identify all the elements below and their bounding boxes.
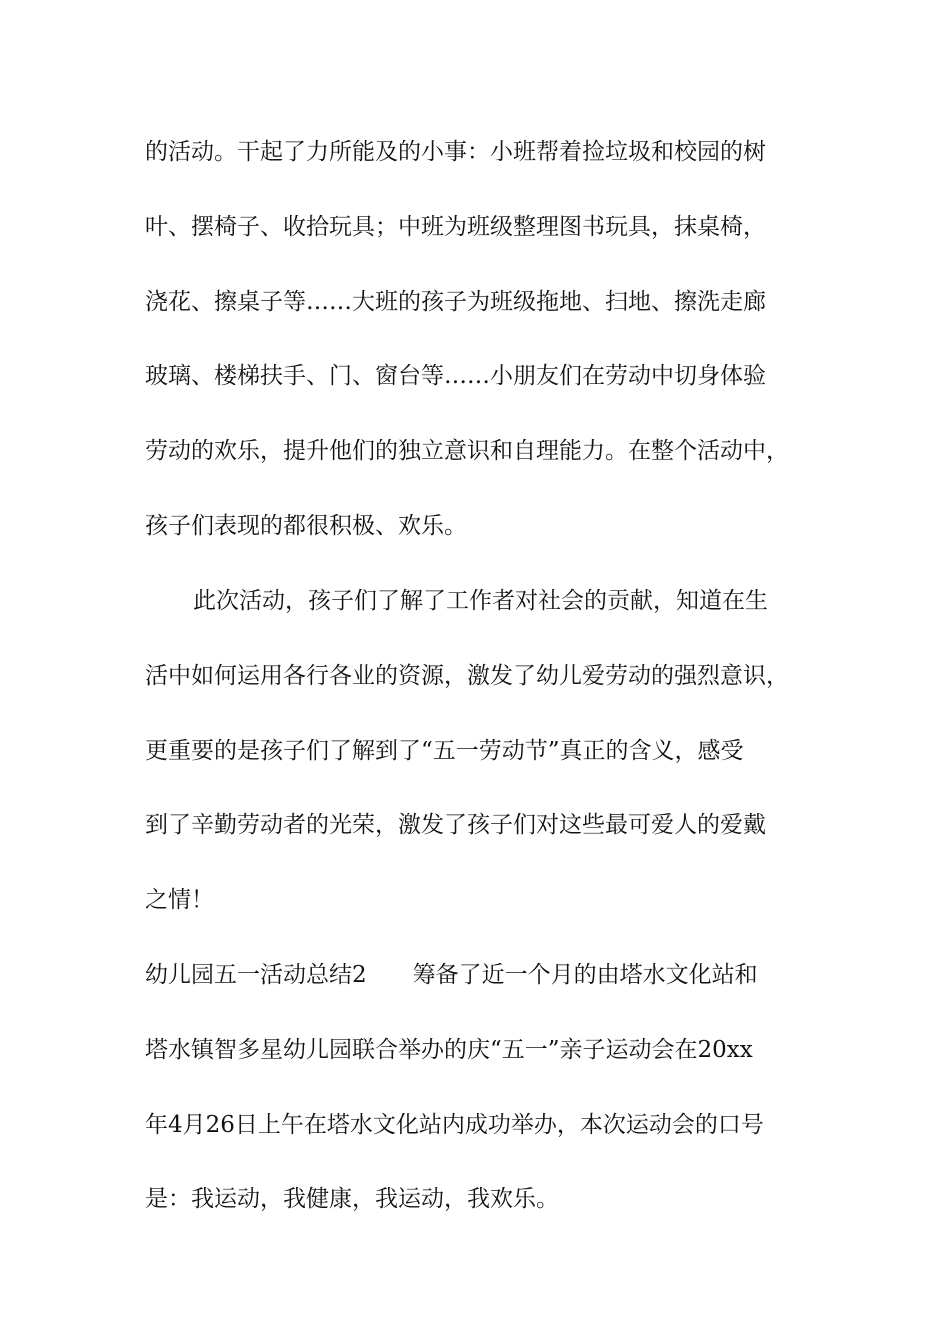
paragraph-first-line: 此次活动，孩子们了解了工作者对社会的贡献，知道在生 [193,588,768,614]
text-line: 活中如何运用各行各业的资源，激发了幼儿爱劳动的强烈意识， [145,663,789,689]
text-line: 叶、摆椅子、收拾玩具；中班为班级整理图书玩具，抹桌椅， [145,214,766,240]
text-line: 更重要的是孩子们了解到了“五一劳动节”真正的含义，感受 [145,738,744,764]
text-line: 孩子们表现的都很积极、欢乐。 [145,513,467,539]
text-line: 的活动。干起了力所能及的小事：小班帮着捡垃圾和校园的树 [145,139,766,165]
section-heading-line: 幼儿园五一活动总结2 筹备了近一个月的由塔水文化站和 [145,962,758,988]
text-line: 劳动的欢乐，提升他们的独立意识和自理能力。在整个活动中， [145,438,789,464]
text-line: 是：我运动，我健康，我运动，我欢乐。 [145,1186,559,1212]
text-line: 之情！ [145,887,214,913]
text-line: 浇花、擦桌子等……大班的孩子为班级拖地、扫地、擦洗走廊 [145,289,766,315]
text-line: 玻璃、楼梯扶手、门、窗台等……小朋友们在劳动中切身体验 [145,363,766,389]
text-line: 到了辛勤劳动者的光荣，激发了孩子们对这些最可爱人的爱戴 [145,812,766,838]
text-line: 年4月26日上午在塔水文化站内成功举办，本次运动会的口号 [145,1112,764,1138]
text-line: 塔水镇智多星幼儿园联合举办的庆“五一”亲子运动会在20xx [145,1037,753,1063]
